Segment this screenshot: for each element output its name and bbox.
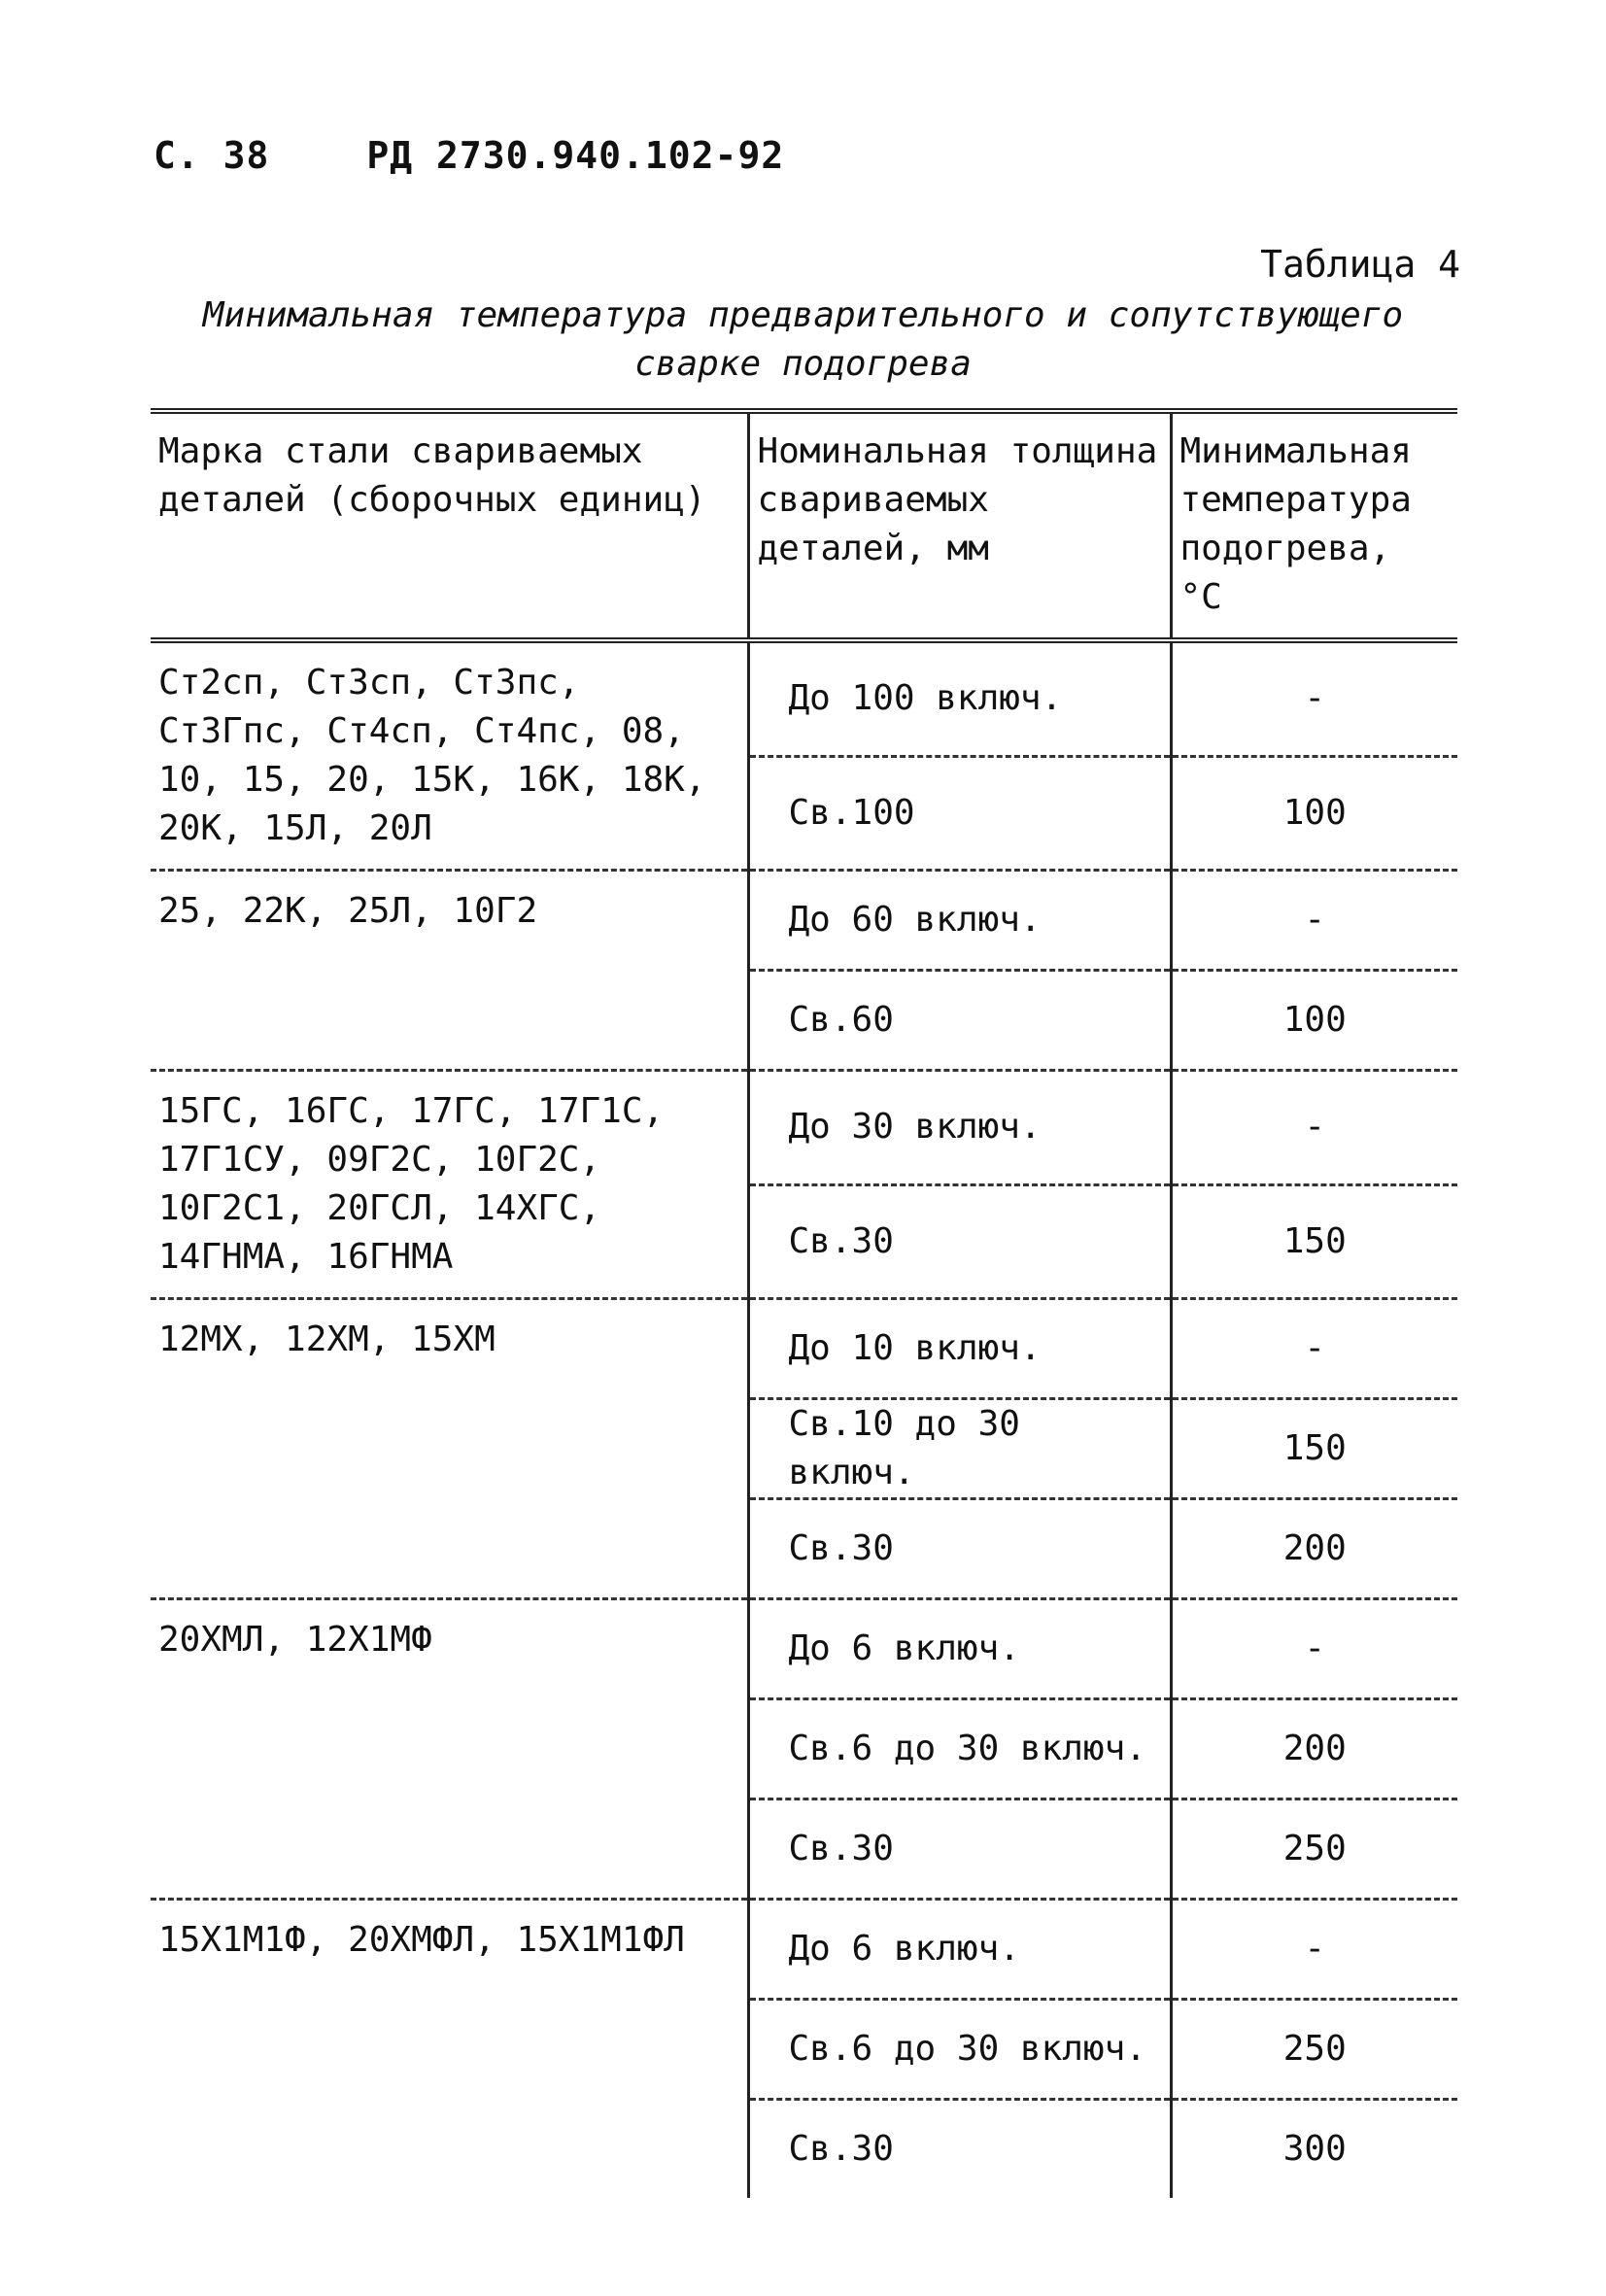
thickness-cell: До 30 включ. xyxy=(748,1071,1171,1185)
thickness-cell: Св.30 xyxy=(748,2100,1171,2199)
column-header-steel-grade: Марка стали свариваемых деталей (сборочных единиц) xyxy=(151,411,748,640)
preheat-table xyxy=(151,408,1457,2198)
preheat-table-container xyxy=(151,408,1457,2198)
page-header xyxy=(154,134,784,177)
table-row xyxy=(151,1900,1457,2000)
temperature-cell: 150 xyxy=(1171,1184,1457,1299)
temperature-cell: 100 xyxy=(1171,971,1457,1071)
thickness-cell: Св.6 до 30 включ. xyxy=(748,1699,1171,1799)
steel-grade-cell: 20ХМЛ, 12Х1МФ xyxy=(151,1599,748,1900)
table-title xyxy=(146,291,1460,389)
thickness-cell: До 6 включ. xyxy=(748,1900,1171,2000)
thickness-cell: Св.30 xyxy=(748,1799,1171,1900)
steel-grade-cell: 15Х1М1Ф, 20ХМФЛ, 15Х1М1ФЛ xyxy=(151,1900,748,2199)
thickness-cell: До 10 включ. xyxy=(748,1299,1171,1399)
table-row xyxy=(151,871,1457,971)
temperature-cell: 200 xyxy=(1171,1499,1457,1599)
temperature-cell: 200 xyxy=(1171,1699,1457,1799)
document-code: РД 2730.940.102-92 xyxy=(366,134,785,177)
table-header-row xyxy=(151,411,1457,640)
table-row xyxy=(151,1071,1457,1185)
page-number: С. 38 xyxy=(154,134,270,177)
thickness-cell: Св.30 xyxy=(748,1499,1171,1599)
thickness-cell: Св.60 xyxy=(748,971,1171,1071)
thickness-cell: Св.30 xyxy=(748,1184,1171,1299)
table-title-line-2: сварке подогрева xyxy=(634,344,972,384)
temperature-cell: - xyxy=(1171,1900,1457,2000)
thickness-cell: До 6 включ. xyxy=(748,1599,1171,1699)
temperature-cell: 100 xyxy=(1171,756,1457,870)
table-title-line-1: Минимальная температура предварительного и сопутствующего xyxy=(202,295,1404,335)
temperature-cell: 250 xyxy=(1171,1799,1457,1900)
table-row xyxy=(151,640,1457,756)
temperature-cell: - xyxy=(1171,871,1457,971)
temperature-cell: - xyxy=(1171,1599,1457,1699)
thickness-cell: Св.10 до 30 включ. xyxy=(748,1399,1171,1499)
temperature-cell: 150 xyxy=(1171,1399,1457,1499)
temperature-cell: - xyxy=(1304,678,1326,719)
thickness-cell: До 60 включ. xyxy=(748,871,1171,971)
steel-grade-cell: Ст2сп, Ст3сп, Ст3пс, Ст3Гпс, Ст4сп, Ст4пс, 08, 10, 15, 20, 15К, 16К, 18К, 20К, 15Л, 20Л xyxy=(151,640,748,871)
temperature-cell: - xyxy=(1171,1299,1457,1399)
temperature-cell: 300 xyxy=(1171,2100,1457,2199)
temperature-cell: - xyxy=(1171,1071,1457,1185)
temperature-cell: 250 xyxy=(1171,2000,1457,2100)
table-row xyxy=(151,1299,1457,1399)
column-header-temperature: Минимальная температура подогрева, °С xyxy=(1171,411,1457,640)
thickness-cell: До 100 включ. xyxy=(748,640,1171,756)
thickness-cell: Св.100 xyxy=(748,756,1171,870)
steel-grade-cell: 12МХ, 12ХМ, 15ХМ xyxy=(151,1299,748,1599)
column-header-thickness: Номинальная толщина свариваемых деталей, мм xyxy=(748,411,1171,640)
table-row xyxy=(151,1599,1457,1699)
thickness-cell: Св.6 до 30 включ. xyxy=(748,2000,1171,2100)
steel-grade-cell: 15ГС, 16ГС, 17ГС, 17Г1С, 17Г1СУ, 09Г2С, 10Г2С, 10Г2С1, 20ГСЛ, 14ХГС, 14ГНМА, 16ГНМА xyxy=(151,1071,748,1299)
table-body xyxy=(151,640,1457,2198)
table-label: Таблица 4 xyxy=(1260,243,1460,286)
steel-grade-cell: 25, 22К, 25Л, 10Г2 xyxy=(151,871,748,1071)
